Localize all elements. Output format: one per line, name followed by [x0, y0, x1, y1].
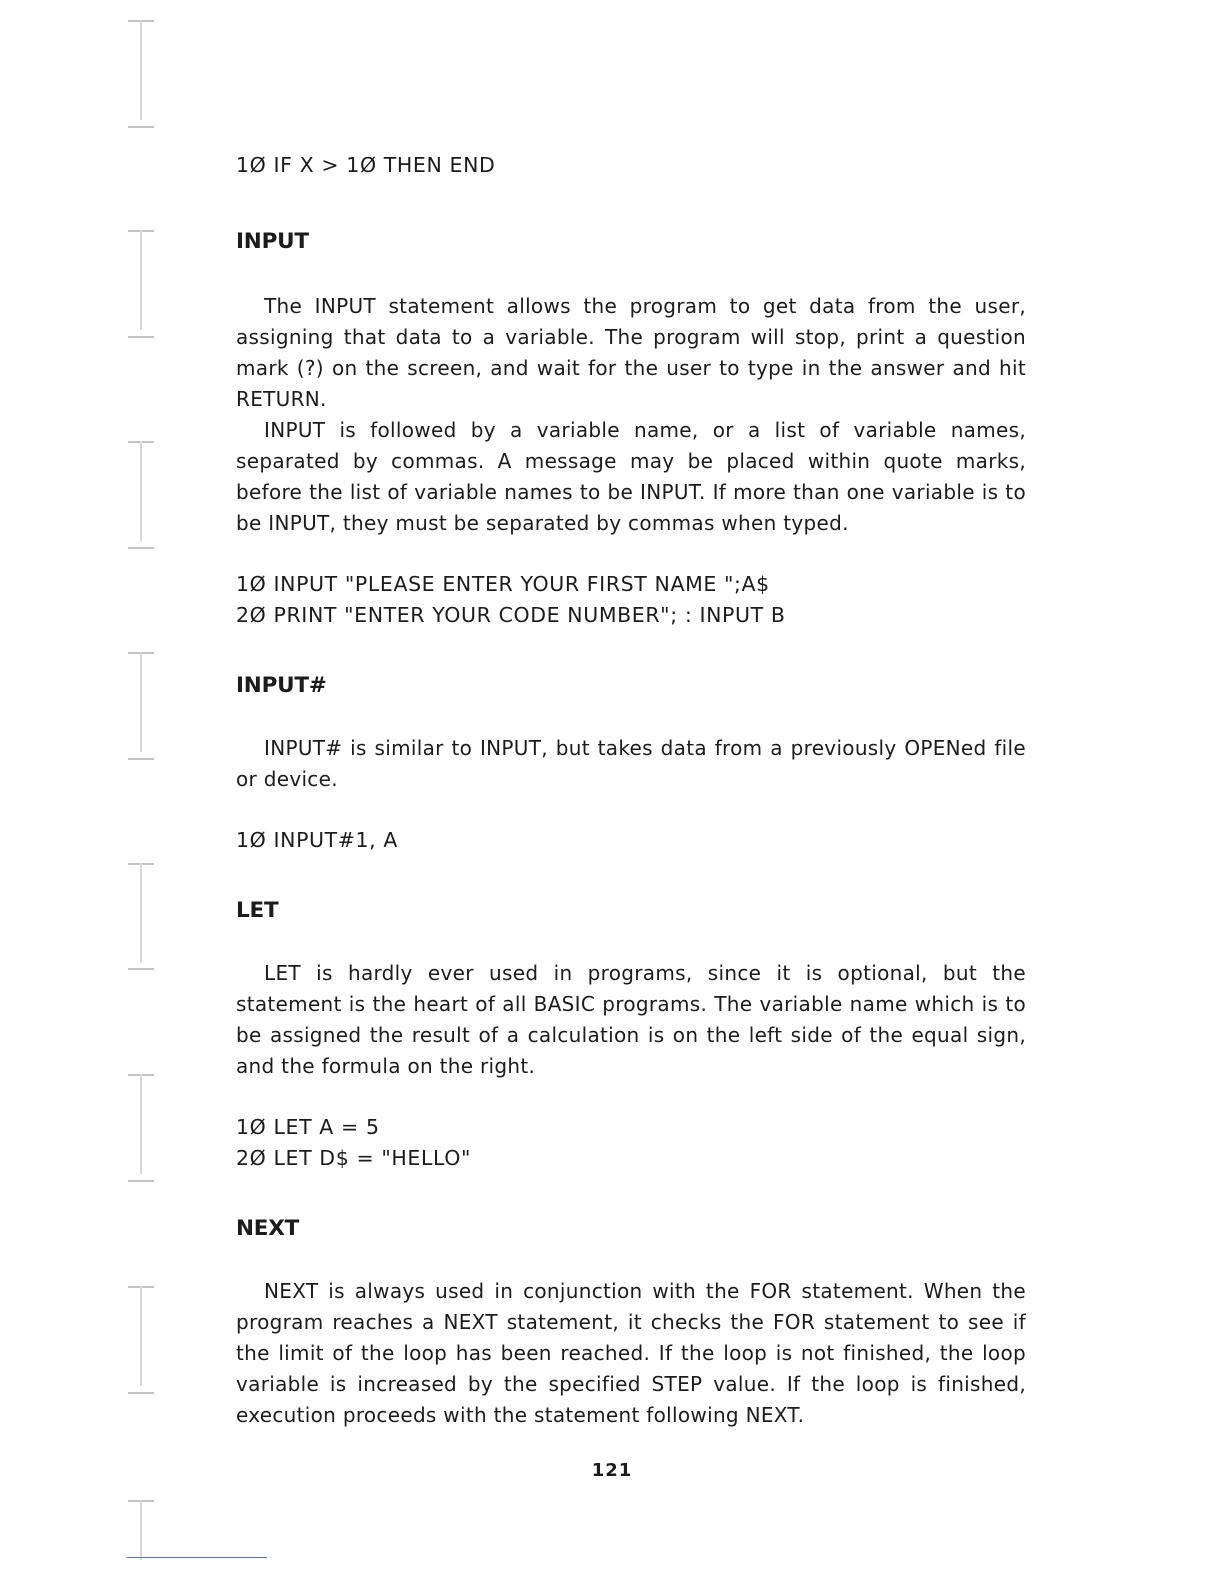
binding-notch — [140, 1286, 142, 1386]
section-heading-input-hash: INPUT# — [236, 673, 327, 698]
binding-mark — [128, 1392, 154, 1394]
code-line: 1Ø INPUT "PLEASE ENTER YOUR FIRST NAME ";A$ — [236, 572, 770, 596]
section-heading-let: LET — [236, 898, 279, 923]
binding-notch — [140, 230, 142, 330]
section-heading-input: INPUT — [236, 229, 309, 254]
binding-notch — [140, 652, 142, 752]
binding-mark — [128, 336, 154, 338]
binding-mark — [128, 968, 154, 970]
code-line: 2Ø PRINT "ENTER YOUR CODE NUMBER"; : INPUT B — [236, 603, 786, 627]
paragraph: The INPUT statement allows the program to get data from the user, assigning that data to a variable. The program will stop, print a question mark (?) on the screen, and wait for the user to type in the answer and hit RETURN. — [236, 294, 1026, 411]
binding-notch — [140, 1500, 142, 1560]
binding-mark — [128, 1180, 154, 1182]
binding-notch — [140, 863, 142, 963]
page-content — [236, 150, 1026, 1431]
code-line: 2Ø LET D$ = "HELLO" — [236, 1146, 472, 1170]
binding-mark — [128, 547, 154, 549]
code-line: 1Ø INPUT#1, A — [236, 828, 399, 852]
binding-mark — [128, 126, 154, 128]
binding-notch — [140, 441, 142, 541]
bottom-rule — [127, 1557, 267, 1558]
page-number: 121 — [591, 1460, 633, 1481]
paragraph: LET is hardly ever used in programs, since it is optional, but the statement is the heart of all BASIC programs. The variable name which is to be assigned the result of a calculation is on the left side of the equal sign, and the formula on the right. — [236, 961, 1026, 1078]
binding-notch — [140, 1074, 142, 1174]
section-heading-next: NEXT — [236, 1216, 300, 1241]
paragraph: INPUT# is similar to INPUT, but takes data from a previously OPENed file or device. — [236, 736, 1026, 791]
code-line: 1Ø IF X > 1Ø THEN END — [236, 153, 496, 177]
paragraph: NEXT is always used in conjunction with the FOR statement. When the program reaches a NEXT statement, it checks the FOR statement to see if the limit of the loop has been reached. If the loop is not finished, the loop variable is increased by the specified STEP value. If the loop is finished, execution proceeds with the statement following NEXT. — [236, 1279, 1026, 1427]
code-line: 1Ø LET A = 5 — [236, 1115, 380, 1139]
binding-mark — [128, 758, 154, 760]
paragraph: INPUT is followed by a variable name, or a list of variable names, separated by commas. A message may be placed within quote marks, before the list of variable names to be INPUT. If more than one variable is to be INPUT, they must be separated by commas when typed. — [236, 418, 1026, 535]
binding-notch — [140, 20, 142, 120]
